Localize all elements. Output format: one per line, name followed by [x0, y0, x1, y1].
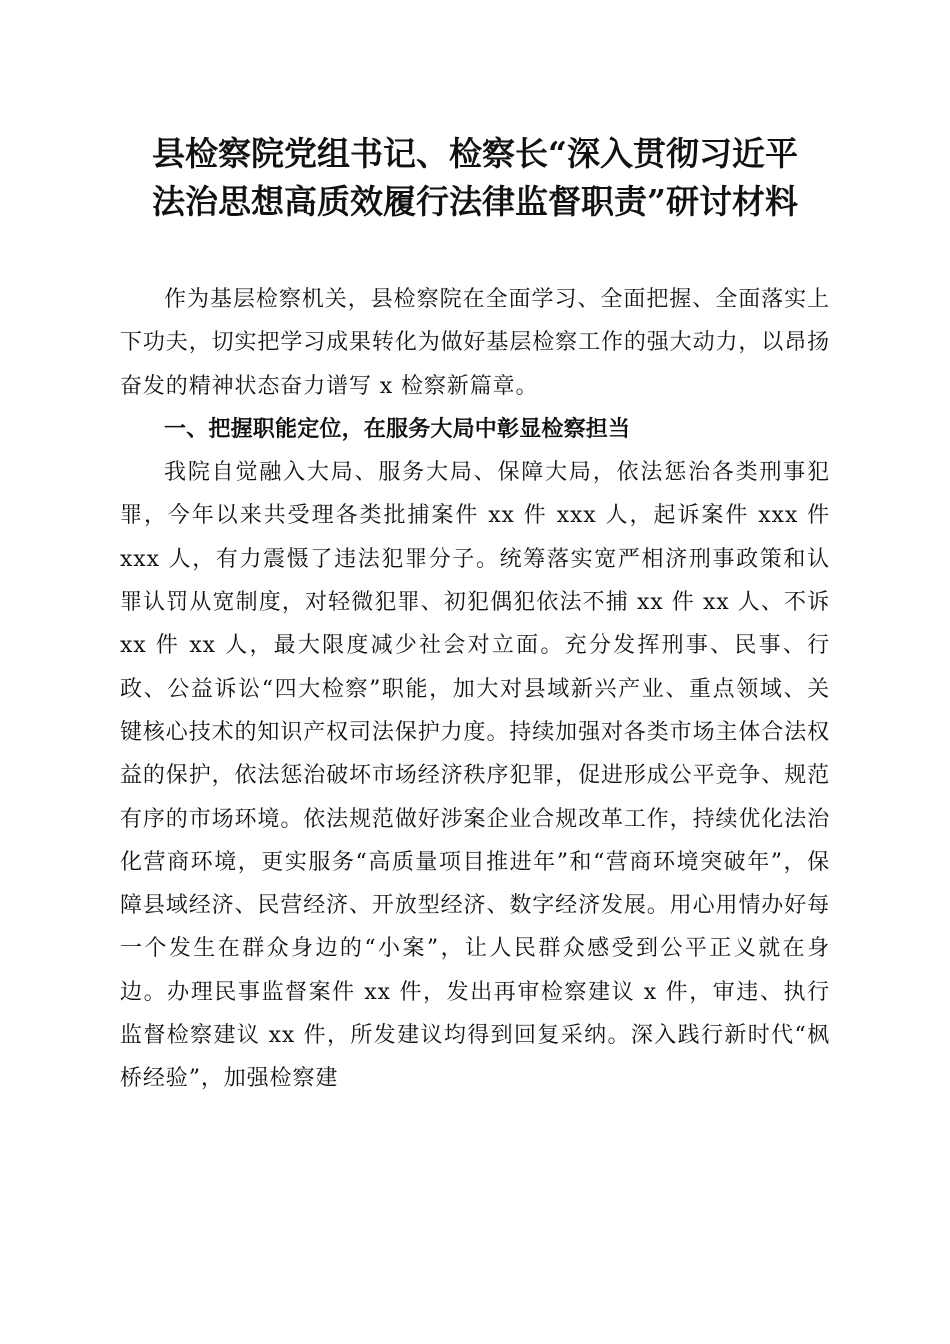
section-1-paragraph: 我院自觉融入大局、服务大局、保障大局，依法惩治各类刑事犯罪，今年以来共受理各类批捕案件 xx 件 xxx 人，起诉案件 xxx 件 xxx 人，有力震慑了违法犯罪分子。统筹落实宽严相济刑事政策和认罪认罚从宽制度，对轻微犯罪、初犯偶犯依法不捕 xx 件 xx 人、不诉 xx 件 xx 人，最大限度减少社会对立面。充分发挥刑事、民事、行政、公益诉讼“四大检察”职能，加大对县域新兴产业、重点领域、关键核心技术的知识产权司法保护力度。持续加强对各类市场主体合法权益的保护，依法惩治破坏市场经济秩序犯罪，促进形成公平竞争、规范有序的市场环境。依法规范做好涉案企业合规改革工作，持续优化法治化营商环境，更实服务“高质量项目推进年”和“营商环境突破年”，保障县域经济、民营经济、开放型经济、数字经济发展。用心用情办好每一个发生在群众身边的“小案”，让人民群众感受到公平正义就在身边。办理民事监督案件 xx 件，发出再审检察建议 x 件，审违、执行监督检察建议 xx 件，所发建议均得到回复采纳。深入践行新时代“枫桥经验”，加强检察建 — [120, 460, 830, 1092]
section-1-heading: 一、把握职能定位，在服务大局中彰显检察担当 — [164, 416, 631, 442]
document-body — [120, 278, 830, 1101]
title-line-2: 法治思想高质效履行法律监督职责”研讨材料 — [152, 182, 798, 221]
intro-paragraph: 作为基层检察机关，县检察院在全面学习、全面把握、全面落实上下功夫，切实把学习成果转化为做好基层检察工作的强大动力，以昂扬奋发的精神状态奋力谱写 x 检察新篇章。 — [120, 287, 830, 399]
document-title — [100, 130, 850, 226]
title-line-1: 县检察院党组书记、检察长“深入贯彻习近平 — [152, 134, 798, 173]
